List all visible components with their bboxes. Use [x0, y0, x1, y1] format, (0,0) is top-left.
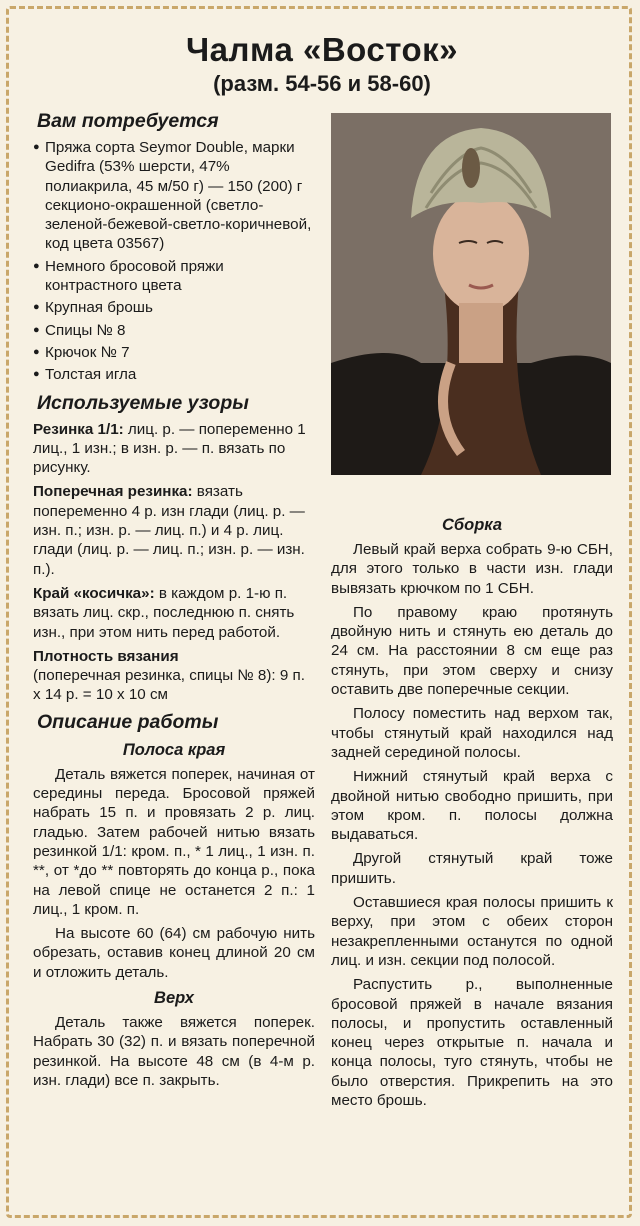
edge-text: в каждом р. 1-ю п. вязать лиц. скр., последнюю п. снять изн., при этом нить перед работой. — [33, 584, 295, 641]
description-heading: Описание работы — [37, 710, 219, 733]
materials-heading: Вам потребуется — [37, 110, 219, 132]
strip-heading: Полоса края — [122, 740, 226, 759]
cross-text: вязать попеременно 4 р. изн глади (лиц. р. — изн. п.; изн. р. — лиц. п.) и 4 р. лиц. глади (лиц. р. — лиц. п.; изн. р. — изн. п.). — [33, 483, 305, 578]
strip-paragraph: Деталь вяжется поперек, начиная от середины переда. Бросовой пряжей набрать 15 п. и провязать 2 р. лиц. гладью. Затем рабочей нитью вязать резинкой 1/1: кром. п., * 1 лиц., 1 изн. п. **, от *до ** повторять до конца р., пока на левой спице не останется 2 п.: 1 лиц., 1 кром. п. — [33, 765, 315, 918]
materials-item: ● Спицы № 8 — [33, 321, 315, 340]
materials-item: ● Толстая игла — [33, 365, 315, 384]
left-column — [33, 105, 315, 1095]
article-title: Чалма «Восток» — [185, 31, 458, 68]
assembly-paragraph: Левый край верха собрать 9-ю СБН, для этого только в части изн. глади вывязать крючком по 1 СБН. — [331, 541, 613, 597]
article-subtitle: (разм. 54-56 и 58-60) — [213, 71, 431, 96]
assembly-paragraph: Распустить р., выполненные бросовой пряжей в начале вязания полосы, и пропустить оставленный конец через открытые п. начала и конца полосы, туго стянуть, чтобы не было отверстия. Прикрепить на это место брошь. — [331, 976, 613, 1110]
model-photo — [331, 113, 611, 475]
materials-item: ● Крючок № 7 — [33, 343, 315, 362]
materials-item: ● Немного бросовой пряжи контрастного цвета — [33, 257, 315, 296]
materials-list — [33, 138, 315, 385]
edge-label: Край «косичка»: — [33, 584, 155, 602]
strip-paragraph: На высоте 60 (64) см рабочую нить обрезать, оставив конец длиной 20 см и отложить деталь. — [33, 925, 315, 981]
assembly-paragraph: По правому краю протянуть двойную нить и стянуть ею деталь до 24 см. На расстоянии 8 см еще раз стянуть, при этом сверху и снизу оставить две поперечные секции. — [331, 603, 613, 699]
rib-pattern — [33, 420, 315, 478]
density-text: (поперечная резинка, спицы № 8): 9 п. х 14 р. = 10 х 10 см — [33, 667, 305, 704]
materials-item: ● Пряжа сорта Seymor Double, марки Gedifra (53% шерсти, 47% полиакрила, 45 м/50 г) — 150 (200) г секционо-окрашенной (светло-зеленой-бежевой-светло-коричневой, код цвета 03567) — [33, 138, 315, 254]
assembly-paragraph: Другой стянутый край тоже пришить. — [331, 850, 613, 887]
patterns-heading: Используемые узоры — [37, 391, 249, 414]
assembly-paragraph: Нижний стянутый край верха с двойной нитью свободно пришить, при этом кром. п. полосы должна выдаваться. — [331, 768, 613, 844]
cross-label: Поперечная резинка: — [33, 483, 193, 501]
density — [33, 647, 315, 705]
rib-text: лиц. р. — попеременно 1 лиц., 1 изн.; в изн. р. — п. вязать по рисунку. — [33, 420, 306, 477]
article-page — [6, 6, 632, 1218]
top-paragraph: Деталь также вяжется поперек. Набрать 30 (32) п. и вязать поперечной резинкой. На высоте 48 см (в 4-м р. изн. глади) все п. закрыть. — [33, 1013, 315, 1089]
rib-label: Резинка 1/1: — [33, 420, 124, 438]
turban-model-illustration — [331, 113, 611, 475]
materials-item: ● Крупная брошь — [33, 298, 315, 317]
top-heading: Верх — [154, 988, 194, 1007]
assembly-paragraph: Полосу поместить над верхом так, чтобы стянутый край находился над задней серединой полосы. — [331, 705, 613, 761]
cross-pattern — [33, 482, 315, 578]
right-column — [331, 509, 613, 1115]
assembly-paragraph: Оставшиеся края полосы пришить к верху, при этом с обеих сторон незакрепленными останутся по одной лиц. и изн. секции под полосой. — [331, 894, 613, 969]
density-label: Плотность вязания — [33, 647, 179, 665]
assembly-heading: Сборка — [441, 516, 503, 534]
edge-pattern — [33, 584, 315, 642]
